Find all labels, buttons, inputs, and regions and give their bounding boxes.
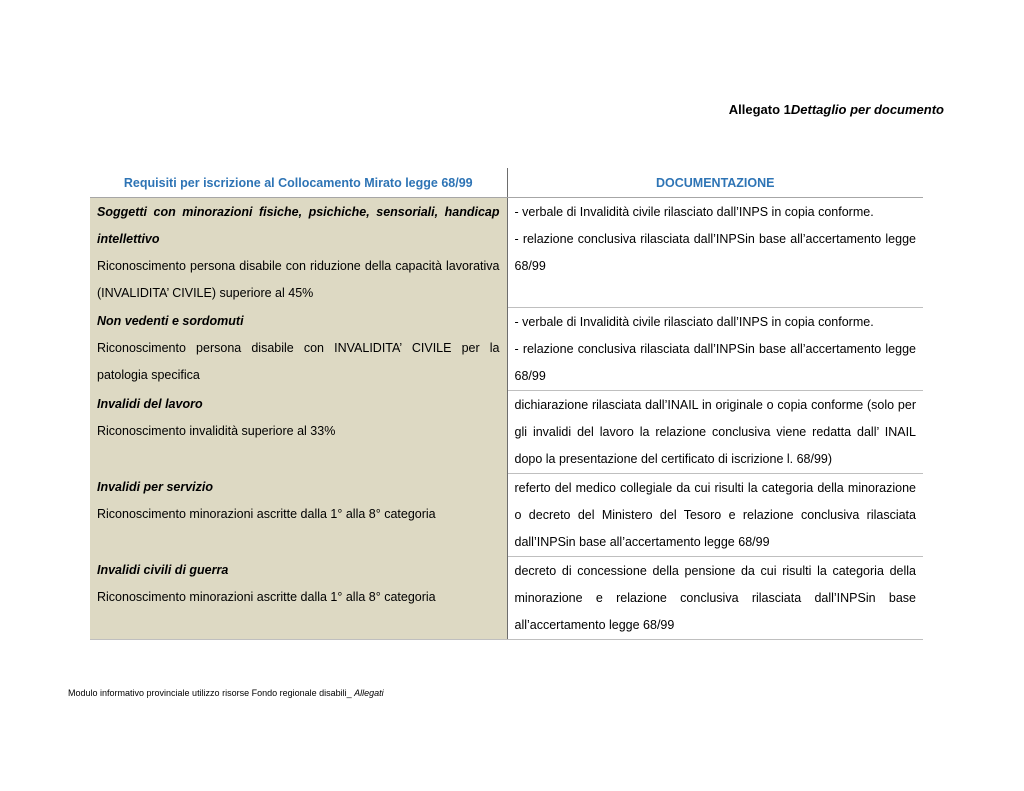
requirement-cell (90, 307, 507, 390)
documentation-text: decreto di concessione della pensione da cui risulti la categoria della minorazione e relazione conclusiva rilasciata dall’INPSin base all’accertamento legge 68/99 (514, 563, 916, 632)
documentation-text: - relazione conclusiva rilasciata dall’INPSin base all’accertamento legge 68/99 (514, 232, 916, 273)
requirement-text: Riconoscimento persona disabile con riduzione della capacità lavorativa (INVALIDITA’ CIVILE) superiore al 45% (97, 259, 500, 300)
documentation-text: - relazione conclusiva rilasciata dall’INPSin base all’accertamento legge 68/99 (514, 341, 916, 383)
requirement-text: Riconoscimento minorazioni ascritte dalla 1° alla 8° categoria (97, 507, 436, 521)
category-label: Invalidi del lavoro (97, 397, 203, 411)
documentation-text: - verbale di Invalidità civile rilasciato dall’INPS in copia conforme. (514, 205, 874, 219)
table-row (90, 198, 923, 308)
category-label: Invalidi civili di guerra (97, 563, 229, 577)
attachment-label: Allegato 1 (728, 102, 791, 117)
documentation-text: - verbale di Invalidità civile rilasciato dall’INPS in copia conforme. (514, 314, 874, 329)
documentation-column-header: DOCUMENTAZIONE (507, 168, 923, 198)
requirements-table (90, 168, 923, 640)
table-row (90, 390, 923, 473)
requirement-cell (90, 556, 507, 639)
table-row (90, 307, 923, 390)
category-label: Soggetti con minorazioni fisiche, psichiche, sensoriali, handicap intellettivo (97, 205, 500, 246)
page-footer (68, 688, 384, 698)
table-row (90, 473, 923, 556)
requirements-column-header: Requisiti per iscrizione al Collocamento Mirato legge 68/99 (90, 168, 507, 198)
document-title: Dettaglio per documento (790, 102, 944, 117)
documentation-cell (507, 390, 923, 473)
table-header-row (90, 168, 923, 198)
requirement-cell (90, 473, 507, 556)
table-row (90, 556, 923, 639)
requirement-text: Riconoscimento persona disabile con INVALIDITA’ CIVILE per la patologia specifica (97, 341, 500, 382)
documentation-cell (507, 307, 923, 390)
documentation-text: referto del medico collegiale da cui risulti la categoria della minorazione o decreto del Ministero del Tesoro e relazione conclusiva rilasciata dall’INPSin base all’accertamento legge 68/99 (514, 480, 916, 549)
category-label: Non vedenti e sordomuti (97, 314, 244, 328)
footer-italic-text: Allegati (354, 688, 384, 698)
requirement-cell (90, 390, 507, 473)
category-label: Invalidi per servizio (97, 480, 214, 494)
requirement-text: Riconoscimento minorazioni ascritte dalla 1° alla 8° categoria (97, 590, 436, 604)
requirement-cell (90, 198, 507, 308)
requirement-text: Riconoscimento invalidità superiore al 33% (97, 424, 336, 438)
document-header (729, 102, 944, 117)
documentation-cell (507, 556, 923, 639)
documentation-text: dichiarazione rilasciata dall’INAIL in originale o copia conforme (solo per gli invalidi del lavoro la relazione conclusiva viene redatta dall’ INAIL dopo la presentazione del certificato di iscrizione l. 68/99) (514, 397, 916, 466)
documentation-cell (507, 198, 923, 308)
footer-text: Modulo informativo provinciale utilizzo risorse Fondo regionale disabili_ (68, 688, 355, 698)
documentation-cell (507, 473, 923, 556)
